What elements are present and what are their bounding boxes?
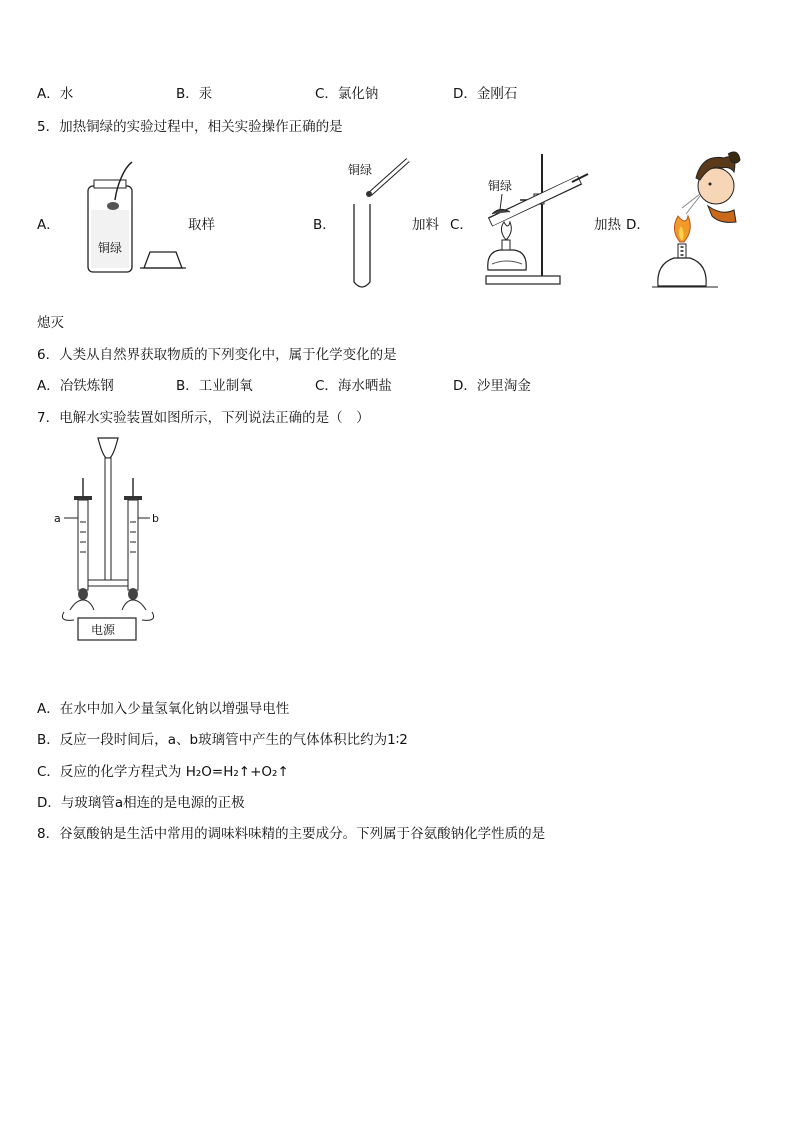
q5-caption-d: 熄灭 xyxy=(37,315,64,331)
figure-a-reagent-bottle xyxy=(80,160,190,280)
spatula-label: 铜绿 xyxy=(348,163,373,177)
q7-option-a: A．在水中加入少量氢氧化钠以增强导电性 xyxy=(37,701,290,717)
figure-b-test-tube xyxy=(340,158,420,294)
q6-option-b: B．工业制氧 xyxy=(176,378,253,394)
q5-stem: 5．加热铜绿的实验过程中，相关实验操作正确的是 xyxy=(37,119,343,135)
q5-letter-c: C． xyxy=(450,217,473,233)
q4-option-c: C．氯化钠 xyxy=(315,86,379,102)
q7-stem: 7．电解水实验装置如图所示，下列说法正确的是（ ） xyxy=(37,410,370,426)
q5-caption-b: 加料 xyxy=(412,217,439,233)
q4-option-d: D．金刚石 xyxy=(453,86,518,102)
q8-stem: 8．谷氨酸钠是生活中常用的调味料味精的主要成分。下列属于谷氨酸钠化学性质的是 xyxy=(37,826,546,842)
tube-a-label: a xyxy=(54,512,61,525)
tube-label: 铜绿 xyxy=(488,179,513,193)
q6-option-a: A．冶铁炼钢 xyxy=(37,378,114,394)
q5-caption-c: 加热 xyxy=(594,217,621,233)
q6-option-d: D．沙里淘金 xyxy=(453,378,531,394)
figure-c-heating-setup xyxy=(484,152,594,288)
q6-stem: 6．人类从自然界获取物质的下列变化中，属于化学变化的是 xyxy=(37,347,397,363)
figure-d-blowing-lamp xyxy=(652,150,748,292)
q5-letter-a: A． xyxy=(37,217,60,233)
tube-b-label: b xyxy=(152,512,159,525)
q6-option-c: C．海水晒盐 xyxy=(315,378,392,394)
q4-option-b: B．汞 xyxy=(176,86,213,102)
q7-option-c: C．反应的化学方程式为 H₂O=H₂↑+O₂↑ xyxy=(37,764,289,780)
q7-option-d: D．与玻璃管a相连的是电源的正极 xyxy=(37,795,245,811)
q4-option-a: A．水 xyxy=(37,86,74,102)
q5-caption-a: 取样 xyxy=(188,217,215,233)
q5-letter-b: B． xyxy=(313,217,336,233)
power-supply-label: 电源 xyxy=(91,623,116,637)
bottle-label: 铜绿 xyxy=(98,241,123,255)
q5-letter-d: D． xyxy=(626,217,650,233)
figure-electrolysis-apparatus xyxy=(52,432,172,644)
q7-option-b: B．反应一段时间后，a、b玻璃管中产生的气体体积比约为1∶2 xyxy=(37,732,408,748)
